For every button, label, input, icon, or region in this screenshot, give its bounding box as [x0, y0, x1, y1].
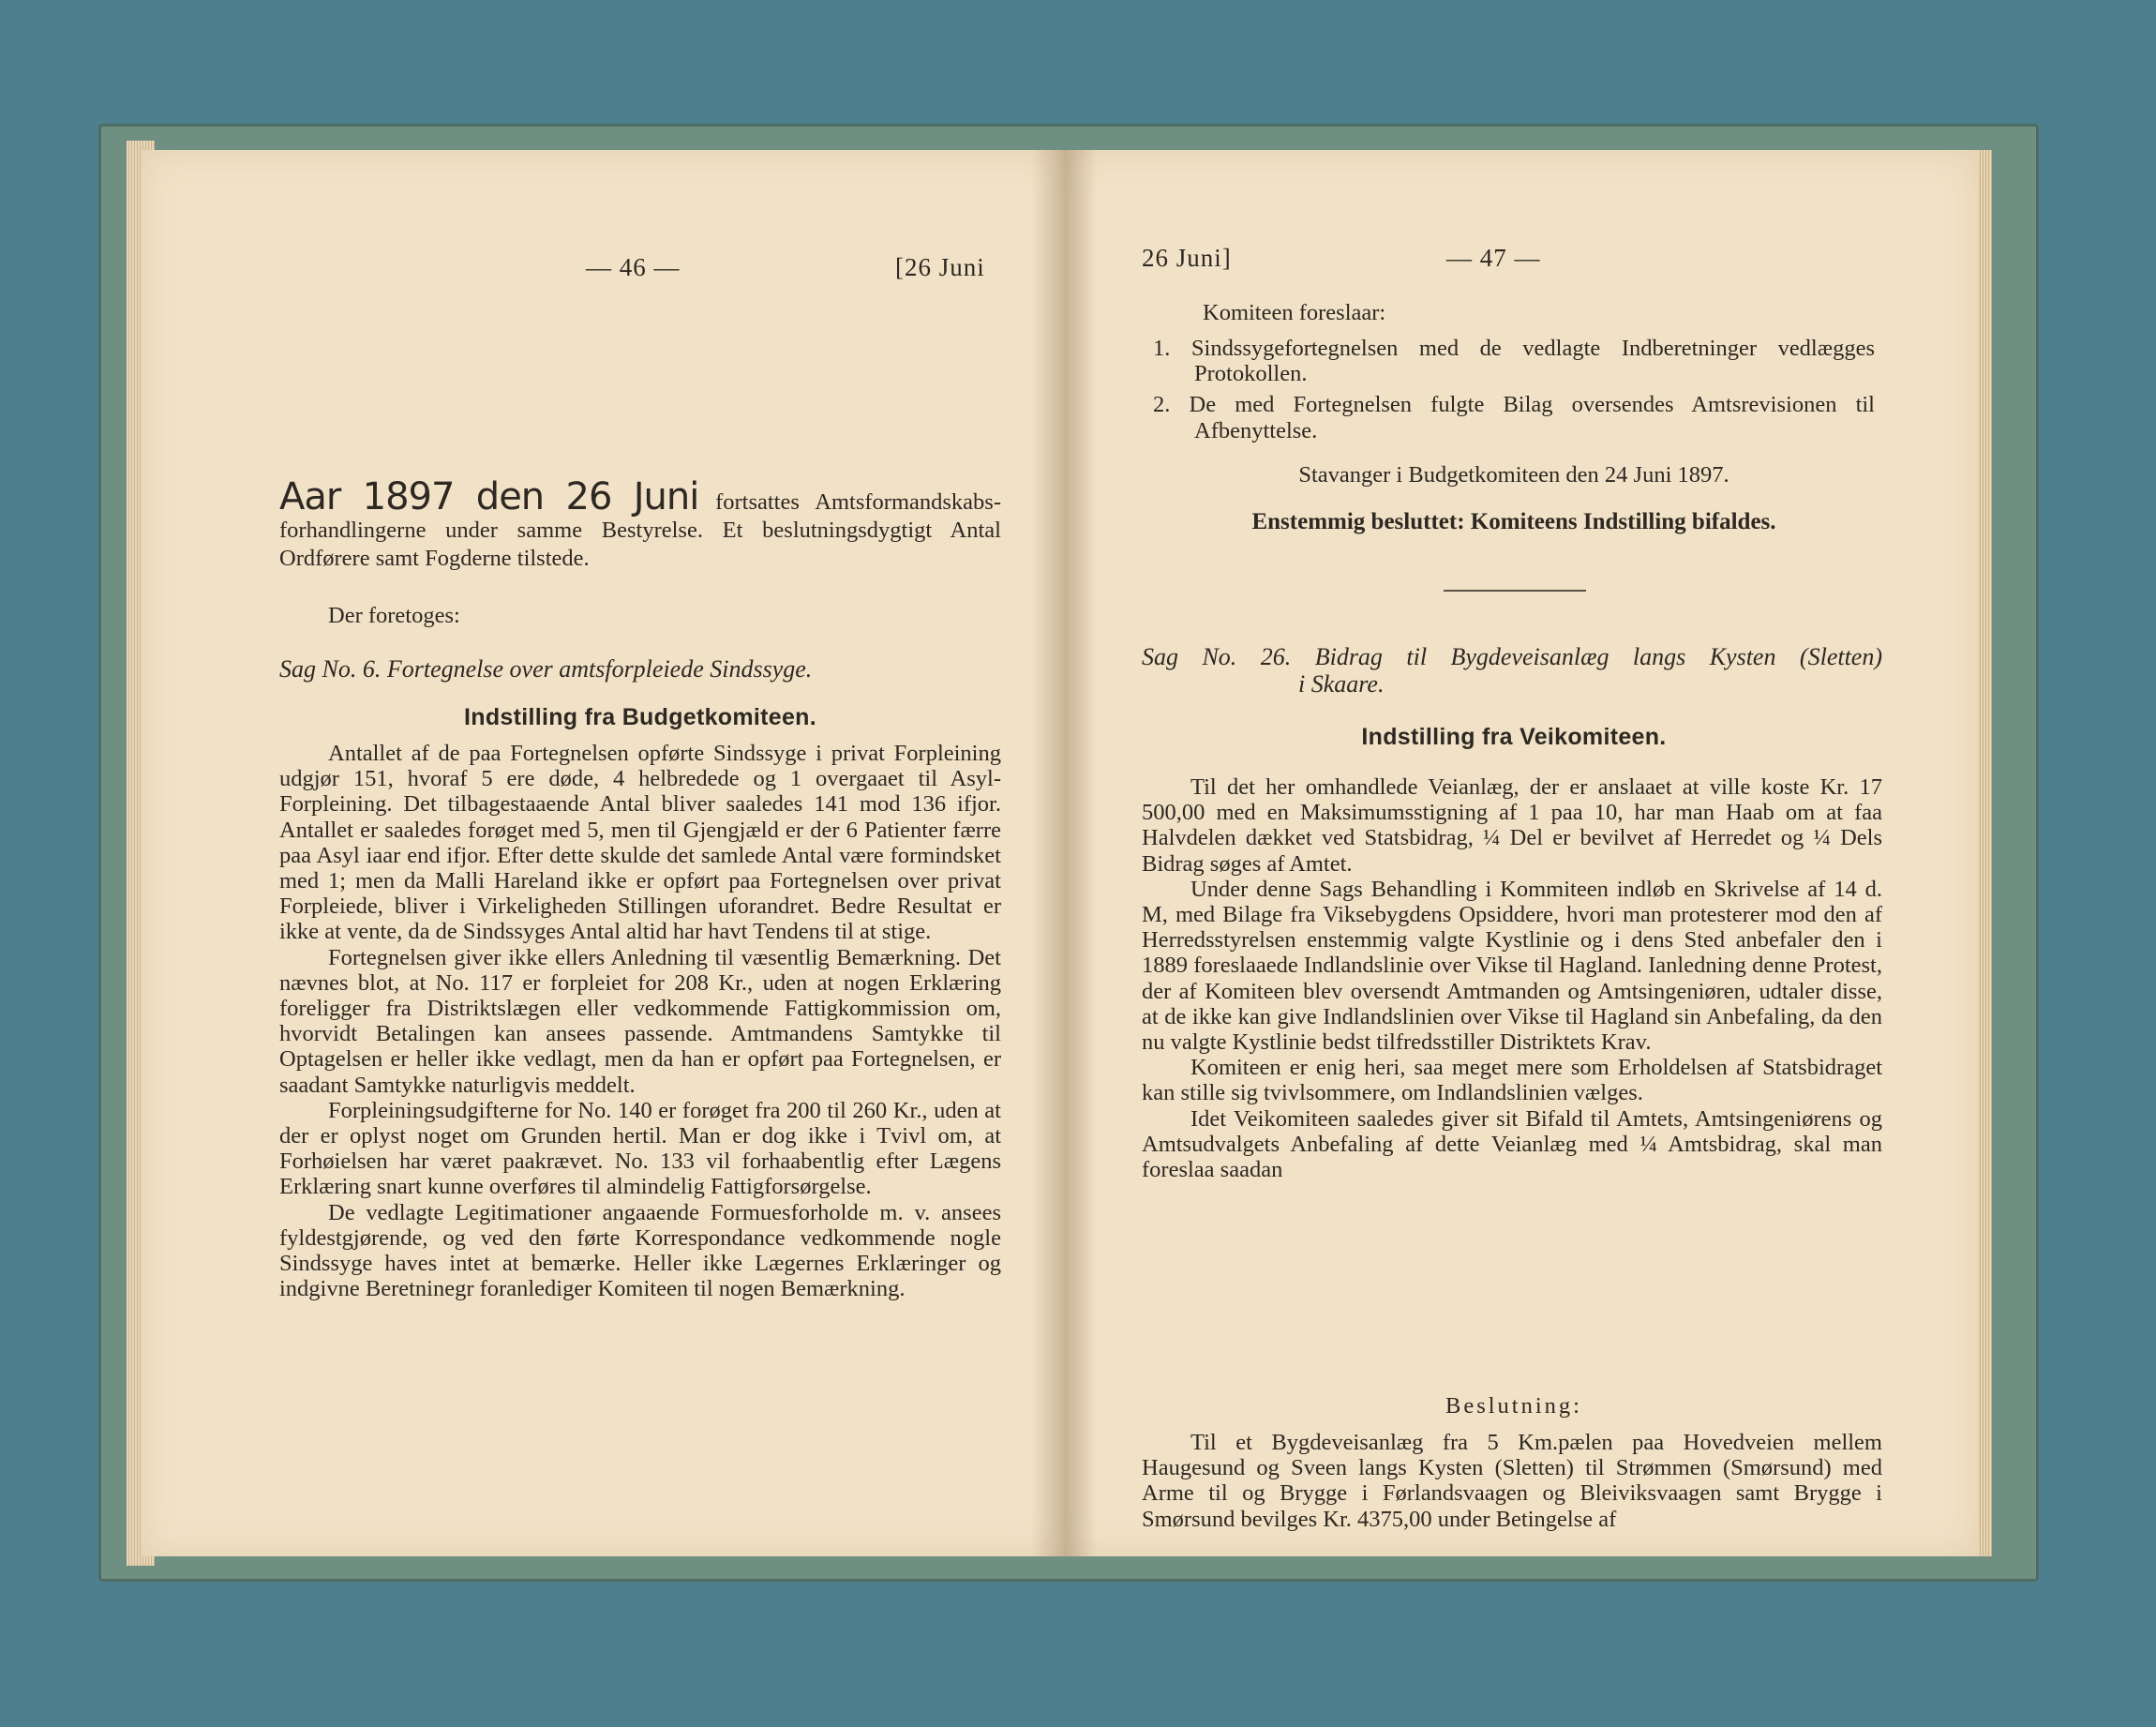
opening-heading: Aar 1897 den 26 Juni [279, 475, 699, 518]
foretoges-line: Der foretoges: [328, 603, 460, 628]
beslutning-body [1142, 1430, 1882, 1532]
left-paragraph: Forpleiningsudgifterne for No. 140 er forøget fra 200 til 260 Kr., uden at der er oplyst noget om Grunden hertil. Man er dog ikke i Tvivl om, at Forhøielsen har været paakrævet. No. 133 vil forhaabentlig efter Lægens Erklæring snart kunne overføres til almindelig Fattigforsørgelse. [279, 1097, 1001, 1200]
right-body [1142, 774, 1882, 1182]
left-indstilling-heading: Indstilling fra Budgetkomiteen. [464, 704, 816, 730]
left-paragraph: De vedlagte Legitimationer angaaende Formuesforholde m. v. ansees fyldestgjørende, og ved den førte Korrespondance vedkommende nogle Sindssyge haves intet at bemærke. Heller ikke Lægernes Erklæringer og indgivne Beretninegr foranlediger Komiteen til nogen Bemærkning. [279, 1199, 1001, 1302]
left-paragraph: Antallet af de paa Fortegnelsen opførte Sindssyge i privat Forpleining udgjør 151, hvoraf 5 ere døde, 4 helbredede og 1 overgaaet til Asyl-Forpleining. Det tilbagestaaende Antal bliver saaledes 141 mod 136 ifjor. Antallet er saaledes forøget med 5, men til Gjengjæld er der 6 Patienter færre paa Asyl iaar end ifjor. Efter dette skulde det samlede Antal være formindsket med 1; men da Malli Hareland ikke er opført paa Fortegnelsen over privat Forpleiede, bliver i Virkeligheden Stillingen uforandret. Bedre Resultat er ikke at vente, da de Sindssyges Antal altid har havt Tendens til at stige. [279, 741, 1001, 945]
left-page-number: — 46 — [586, 253, 681, 281]
right-date-header: 26 Juni] [1142, 244, 1232, 272]
right-paragraph: Til et Bygdeveisanlæg fra 5 Km.pælen paa Hovedveien mellem Haugesund og Sveen langs Kysten (Sletten) til Strømmen (Smørsund) med Arme til og Brygge i Førlandsvaagen og Bleiviksvaagen samt Brygge i Smørsund bevilges Kr. 4375,00 under Betingelse af [1142, 1430, 1882, 1532]
right-paragraph: Under denne Sags Behandling i Kommiteen indløb en Skrivelse af 14 d. M, med Bilage fra Viksebygdens Opsiddere, hvori man protesterer mod den af Herredsstyrelsen enstemmig valgte Kystlinie og i dens Sted anbefaler den i 1889 foreslaaede Indlandslinie over Vikse til Hagland. Ianledning denne Protest, der af Komiteen blev oversendt Amtmanden og Amtsingeniøren, udtaler disse, at de ikke kan give Indlandslinien over Vikse til Hagland sin Anbefaling, da den nu valgte Kystlinie bedst tilfredsstiller Distriktets Krav. [1142, 876, 1882, 1056]
right-case-title-2: i Skaare. [1298, 670, 1385, 698]
left-paragraph: Fortegnelsen giver ikke ellers Anledning til væsentlig Bemærkning. Det nævnes blot, at No. 117 er forpleiet for 208 Kr., uden at nogen Erklæring foreligger fra Distriktslægen eller vedkommende Fattigkommission om, hvorvidt Betalingen kan ansees passende. Amtmandens Samtykke til Optagelsen er heller ikke vedlagt, men da han er opført paa Fortegnelsen, er saadant Samtykke naturligvis meddelt. [279, 944, 1001, 1098]
right-page [1064, 150, 1978, 1556]
komiteen-line: Komiteen foreslaar: [1203, 300, 1386, 325]
list-item: 2. De med Fortegnelsen fulgte Bilag oversendes Amtsrevisionen til Afbenyttelse. [1153, 392, 1875, 443]
book-gutter [1031, 150, 1097, 1556]
right-indstilling-heading: Indstilling fra Veikomiteen. [1361, 724, 1667, 750]
right-paragraph: Komiteen er enig heri, saa meget mere som Erholdelsen af Statsbidraget kan stille sig tvivlsommere, om Indlandslinien vælges. [1142, 1055, 1882, 1106]
left-opening [279, 475, 1001, 573]
right-list [1153, 336, 1875, 443]
right-page-number: — 47 — [1446, 244, 1541, 272]
list-item: 1. Sindssygefortegnelsen med de vedlagte Indberetninger vedlægges Protokollen. [1153, 336, 1875, 387]
beslutning-heading: Beslutning: [1445, 1393, 1582, 1419]
left-case-title: Sag No. 6. Fortegnelse over amtsforpleiede Sindssyge. [279, 655, 813, 683]
enstemmig-line: Enstemmig besluttet: Komiteens Indstilling bifaldes. [1251, 509, 1776, 534]
stavanger-line: Stavanger i Budgetkomiteen den 24 Juni 1897. [1298, 462, 1729, 488]
section-divider [1444, 590, 1586, 592]
left-date-header: [26 Juni [895, 253, 985, 281]
right-case-title-1: Sag No. 26. Bidrag til Bygdeveisanlæg langs Kysten (Sletten) [1142, 643, 1882, 670]
opening-text: fortsattes Amtsformandskabs-forhandlingerne under samme Bestyrelse. Et beslutningsdygtigt Antal Ordførere samt Fogderne tilstede. [279, 489, 1001, 571]
left-body [279, 741, 1001, 1301]
right-paragraph: Til det her omhandlede Veianlæg, der er anslaaet at ville koste Kr. 17 500,00 med en Maksimumsstigning af 1 paa 10, har man Haab om at faa Halvdelen dækket ved Statsbidrag, ¼ Del er bevilvet af Herredet og ¼ Dels Bidrag søges af Amtet. [1142, 774, 1882, 877]
right-paragraph: Idet Veikomiteen saaledes giver sit Bifald til Amtets, Amtsingeniørens og Amtsudvalgets Anbefaling af dette Veianlæg med ¼ Amtsbidrag, skal man foreslaa saadan [1142, 1105, 1882, 1183]
left-page [141, 150, 1065, 1556]
